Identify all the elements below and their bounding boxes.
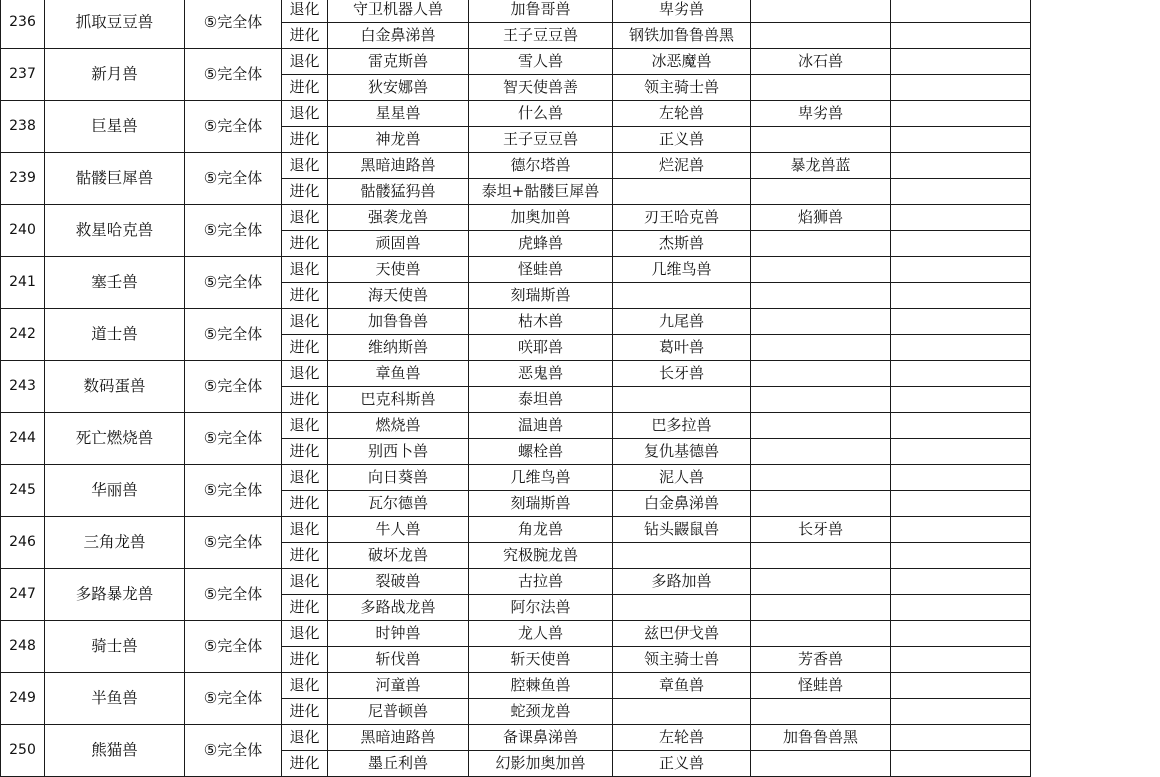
evolve-label-cell[interactable]: 进化 [282, 543, 328, 569]
evolve-target-cell[interactable]: 神龙兽 [328, 127, 469, 153]
degrade-target-cell[interactable]: 兹巴伊戈兽 [613, 621, 751, 647]
stage-cell[interactable]: ⑤完全体 [185, 257, 282, 309]
row-number-cell[interactable]: 248 [1, 621, 45, 673]
evolve-target-cell[interactable]: 咲耶兽 [469, 335, 613, 361]
evolve-target-cell[interactable]: 瓦尔德兽 [328, 491, 469, 517]
evolve-label-cell[interactable]: 进化 [282, 491, 328, 517]
evolve-target-cell[interactable]: 蛇颈龙兽 [469, 699, 613, 725]
table-row [1, 101, 1160, 127]
degrade-label-cell[interactable]: 退化 [282, 309, 328, 335]
degrade-target-cell[interactable]: 焰狮兽 [751, 205, 891, 231]
empty-cell[interactable] [891, 153, 1031, 179]
degrade-label-cell[interactable]: 退化 [282, 621, 328, 647]
evolve-target-cell[interactable]: 领主骑士兽 [613, 647, 751, 673]
evolve-target-cell[interactable] [613, 283, 751, 309]
stage-cell[interactable]: ⑤完全体 [185, 101, 282, 153]
degrade-target-cell[interactable] [751, 465, 891, 491]
row-number-cell[interactable]: 245 [1, 465, 45, 517]
evolve-target-cell[interactable]: 白金鼻涕兽 [613, 491, 751, 517]
degrade-target-cell[interactable]: 加鲁鲁兽黑 [751, 725, 891, 751]
degrade-target-cell[interactable]: 雪人兽 [469, 49, 613, 75]
degrade-target-cell[interactable]: 角龙兽 [469, 517, 613, 543]
degrade-target-cell[interactable]: 长牙兽 [751, 517, 891, 543]
degrade-target-cell[interactable]: 温迪兽 [469, 413, 613, 439]
evolve-target-cell[interactable] [751, 491, 891, 517]
empty-cell[interactable] [891, 335, 1031, 361]
table-body [1, 0, 1160, 777]
evolve-target-cell[interactable]: 阿尔法兽 [469, 595, 613, 621]
evolve-label-cell[interactable]: 进化 [282, 751, 328, 777]
degrade-label-cell[interactable]: 退化 [282, 465, 328, 491]
stage-cell[interactable]: ⑤完全体 [185, 413, 282, 465]
empty-cell[interactable] [891, 699, 1031, 725]
table-row [1, 153, 1160, 179]
evolve-label-cell[interactable]: 进化 [282, 179, 328, 205]
evolve-target-cell[interactable]: 智天使兽善 [469, 75, 613, 101]
row-number-cell[interactable]: 238 [1, 101, 45, 153]
digimon-name-cell[interactable]: 巨星兽 [45, 101, 185, 153]
digimon-name-cell[interactable]: 骑士兽 [45, 621, 185, 673]
evolve-target-cell[interactable]: 斩天使兽 [469, 647, 613, 673]
degrade-target-cell[interactable] [751, 621, 891, 647]
evolve-target-cell[interactable]: 墨丘利兽 [328, 751, 469, 777]
row-number-cell[interactable]: 239 [1, 153, 45, 205]
degrade-target-cell[interactable]: 巴多拉兽 [613, 413, 751, 439]
evolve-target-cell[interactable]: 正义兽 [613, 751, 751, 777]
degrade-target-cell[interactable]: 几维鸟兽 [469, 465, 613, 491]
degrade-target-cell[interactable] [751, 0, 891, 23]
degrade-label-cell[interactable]: 退化 [282, 101, 328, 127]
digimon-name-cell[interactable]: 三角龙兽 [45, 517, 185, 569]
evolve-target-cell[interactable]: 幻影加奥加兽 [469, 751, 613, 777]
stage-cell[interactable]: ⑤完全体 [185, 517, 282, 569]
empty-cell[interactable] [891, 231, 1031, 257]
empty-cell[interactable] [891, 543, 1031, 569]
evolve-label-cell[interactable]: 进化 [282, 387, 328, 413]
evolve-target-cell[interactable]: 钢铁加鲁鲁兽黑 [613, 23, 751, 49]
evolve-target-cell[interactable]: 正义兽 [613, 127, 751, 153]
evolve-target-cell[interactable] [751, 231, 891, 257]
degrade-target-cell[interactable] [751, 257, 891, 283]
evolve-label-cell[interactable]: 进化 [282, 335, 328, 361]
evolve-target-cell[interactable]: 虎蜂兽 [469, 231, 613, 257]
evolve-target-cell[interactable]: 葛叶兽 [613, 335, 751, 361]
evolve-target-cell[interactable]: 骷髅猛犸兽 [328, 179, 469, 205]
degrade-target-cell[interactable]: 燃烧兽 [328, 413, 469, 439]
degrade-target-cell[interactable]: 星星兽 [328, 101, 469, 127]
evolve-target-cell[interactable] [751, 127, 891, 153]
digimon-name-cell[interactable]: 华丽兽 [45, 465, 185, 517]
evolve-target-cell[interactable]: 别西卜兽 [328, 439, 469, 465]
evolve-target-cell[interactable] [613, 595, 751, 621]
evolve-target-cell[interactable]: 破坏龙兽 [328, 543, 469, 569]
degrade-target-cell[interactable]: 左轮兽 [613, 101, 751, 127]
degrade-target-cell[interactable]: 冰石兽 [751, 49, 891, 75]
row-number-cell[interactable]: 240 [1, 205, 45, 257]
table-row [1, 205, 1160, 231]
stage-cell[interactable]: ⑤完全体 [185, 49, 282, 101]
degrade-target-cell[interactable]: 暴龙兽蓝 [751, 153, 891, 179]
digimon-name-cell[interactable]: 抓取豆豆兽 [45, 0, 185, 49]
degrade-target-cell[interactable]: 泥人兽 [613, 465, 751, 491]
row-number-cell[interactable]: 247 [1, 569, 45, 621]
stage-cell[interactable]: ⑤完全体 [185, 153, 282, 205]
degrade-target-cell[interactable]: 卑劣兽 [613, 0, 751, 23]
table-row [1, 465, 1160, 491]
empty-cell[interactable] [891, 569, 1031, 595]
evolve-target-cell[interactable]: 刻瑞斯兽 [469, 491, 613, 517]
empty-cell[interactable] [891, 75, 1031, 101]
table-row [1, 569, 1160, 595]
evolve-label-cell[interactable]: 进化 [282, 439, 328, 465]
degrade-label-cell[interactable]: 退化 [282, 257, 328, 283]
evolve-target-cell[interactable]: 白金鼻涕兽 [328, 23, 469, 49]
evolve-target-cell[interactable]: 狄安娜兽 [328, 75, 469, 101]
degrade-target-cell[interactable]: 天使兽 [328, 257, 469, 283]
degrade-label-cell[interactable]: 退化 [282, 413, 328, 439]
degrade-target-cell[interactable]: 加奥加兽 [469, 205, 613, 231]
evolve-label-cell[interactable]: 进化 [282, 75, 328, 101]
empty-cell[interactable] [891, 751, 1031, 777]
evolve-label-cell[interactable]: 进化 [282, 23, 328, 49]
row-number-cell[interactable]: 243 [1, 361, 45, 413]
evolve-label-cell[interactable]: 进化 [282, 595, 328, 621]
evolve-target-cell[interactable] [751, 439, 891, 465]
degrade-target-cell[interactable]: 腔棘鱼兽 [469, 673, 613, 699]
degrade-target-cell[interactable]: 烂泥兽 [613, 153, 751, 179]
evolve-target-cell[interactable] [751, 75, 891, 101]
degrade-target-cell[interactable] [751, 309, 891, 335]
degrade-label-cell[interactable]: 退化 [282, 673, 328, 699]
evolve-target-cell[interactable] [613, 179, 751, 205]
empty-cell[interactable] [891, 413, 1031, 439]
degrade-label-cell[interactable]: 退化 [282, 517, 328, 543]
degrade-target-cell[interactable]: 裂破兽 [328, 569, 469, 595]
degrade-target-cell[interactable]: 多路加兽 [613, 569, 751, 595]
evolve-target-cell[interactable] [613, 387, 751, 413]
empty-cell[interactable] [891, 283, 1031, 309]
empty-cell[interactable] [891, 179, 1031, 205]
evolve-label-cell[interactable]: 进化 [282, 127, 328, 153]
evolve-label-cell[interactable]: 进化 [282, 283, 328, 309]
digimon-name-cell[interactable]: 半鱼兽 [45, 673, 185, 725]
table-row [1, 413, 1160, 439]
evolve-target-cell[interactable]: 海天使兽 [328, 283, 469, 309]
degrade-label-cell[interactable]: 退化 [282, 569, 328, 595]
degrade-target-cell[interactable] [751, 361, 891, 387]
empty-cell[interactable] [891, 49, 1031, 75]
evolve-target-cell[interactable] [751, 595, 891, 621]
evolve-target-cell[interactable] [751, 23, 891, 49]
empty-cell[interactable] [891, 361, 1031, 387]
evolve-target-cell[interactable] [751, 179, 891, 205]
evolve-target-cell[interactable] [751, 751, 891, 777]
row-number-cell[interactable]: 242 [1, 309, 45, 361]
evolve-target-cell[interactable]: 王子豆豆兽 [469, 127, 613, 153]
stage-cell[interactable]: ⑤完全体 [185, 569, 282, 621]
stage-cell[interactable]: ⑤完全体 [185, 621, 282, 673]
degrade-target-cell[interactable]: 牛人兽 [328, 517, 469, 543]
empty-cell[interactable] [891, 465, 1031, 491]
digimon-name-cell[interactable]: 熊猫兽 [45, 725, 185, 777]
degrade-target-cell[interactable]: 加鲁鲁兽 [328, 309, 469, 335]
degrade-target-cell[interactable]: 时钟兽 [328, 621, 469, 647]
evolve-target-cell[interactable]: 多路战龙兽 [328, 595, 469, 621]
evolve-target-cell[interactable]: 维纳斯兽 [328, 335, 469, 361]
empty-cell[interactable] [891, 491, 1031, 517]
evolve-target-cell[interactable]: 巴克科斯兽 [328, 387, 469, 413]
degrade-target-cell[interactable]: 河童兽 [328, 673, 469, 699]
table-row [1, 621, 1160, 647]
evolve-target-cell[interactable] [751, 283, 891, 309]
degrade-target-cell[interactable]: 几维鸟兽 [613, 257, 751, 283]
evolve-target-cell[interactable]: 究极腕龙兽 [469, 543, 613, 569]
digimon-name-cell[interactable]: 死亡燃烧兽 [45, 413, 185, 465]
degrade-target-cell[interactable]: 强袭龙兽 [328, 205, 469, 231]
degrade-target-cell[interactable] [751, 569, 891, 595]
stage-cell[interactable]: ⑤完全体 [185, 205, 282, 257]
empty-cell[interactable] [891, 387, 1031, 413]
digimon-name-cell[interactable]: 救星哈克兽 [45, 205, 185, 257]
row-number-cell[interactable]: 236 [1, 0, 45, 49]
empty-cell[interactable] [891, 205, 1031, 231]
row-number-cell[interactable]: 250 [1, 725, 45, 777]
degrade-target-cell[interactable]: 左轮兽 [613, 725, 751, 751]
degrade-label-cell[interactable]: 退化 [282, 0, 328, 23]
degrade-target-cell[interactable]: 龙人兽 [469, 621, 613, 647]
evolve-label-cell[interactable]: 进化 [282, 647, 328, 673]
degrade-label-cell[interactable]: 退化 [282, 49, 328, 75]
empty-cell[interactable] [891, 595, 1031, 621]
empty-cell[interactable] [891, 517, 1031, 543]
evolve-target-cell[interactable]: 泰坦+骷髅巨犀兽 [469, 179, 613, 205]
degrade-label-cell[interactable]: 退化 [282, 361, 328, 387]
row-number-cell[interactable]: 249 [1, 673, 45, 725]
empty-cell[interactable] [891, 309, 1031, 335]
table-row [1, 725, 1160, 751]
evolve-target-cell[interactable]: 王子豆豆兽 [469, 23, 613, 49]
empty-cell[interactable] [891, 0, 1031, 23]
degrade-target-cell[interactable]: 章鱼兽 [328, 361, 469, 387]
degrade-target-cell[interactable]: 刃王哈克兽 [613, 205, 751, 231]
row-number-cell[interactable]: 237 [1, 49, 45, 101]
degrade-target-cell[interactable]: 怪蛙兽 [469, 257, 613, 283]
degrade-target-cell[interactable]: 雷克斯兽 [328, 49, 469, 75]
evolve-label-cell[interactable]: 进化 [282, 231, 328, 257]
evolve-target-cell[interactable]: 尼普顿兽 [328, 699, 469, 725]
degrade-target-cell[interactable]: 黑暗迪路兽 [328, 153, 469, 179]
degrade-label-cell[interactable]: 退化 [282, 153, 328, 179]
table-row [1, 673, 1160, 699]
degrade-target-cell[interactable]: 古拉兽 [469, 569, 613, 595]
evolve-target-cell[interactable] [613, 543, 751, 569]
degrade-label-cell[interactable]: 退化 [282, 725, 328, 751]
degrade-target-cell[interactable]: 什么兽 [469, 101, 613, 127]
empty-cell[interactable] [891, 725, 1031, 751]
empty-cell[interactable] [891, 647, 1031, 673]
stage-cell[interactable]: ⑤完全体 [185, 0, 282, 49]
degrade-target-cell[interactable]: 黑暗迪路兽 [328, 725, 469, 751]
digimon-name-cell[interactable]: 道士兽 [45, 309, 185, 361]
degrade-target-cell[interactable]: 章鱼兽 [613, 673, 751, 699]
empty-cell[interactable] [891, 101, 1031, 127]
digimon-name-cell[interactable]: 多路暴龙兽 [45, 569, 185, 621]
degrade-target-cell[interactable] [751, 413, 891, 439]
degrade-target-cell[interactable]: 加鲁哥兽 [469, 0, 613, 23]
table-row [1, 309, 1160, 335]
evolve-target-cell[interactable]: 泰坦兽 [469, 387, 613, 413]
degrade-label-cell[interactable]: 退化 [282, 205, 328, 231]
evolve-target-cell[interactable]: 螺栓兽 [469, 439, 613, 465]
table-row [1, 0, 1160, 23]
row-number-cell[interactable]: 244 [1, 413, 45, 465]
empty-cell[interactable] [891, 127, 1031, 153]
evolve-target-cell[interactable]: 斩伐兽 [328, 647, 469, 673]
evolve-target-cell[interactable]: 领主骑士兽 [613, 75, 751, 101]
stage-cell[interactable]: ⑤完全体 [185, 725, 282, 777]
empty-cell[interactable] [891, 673, 1031, 699]
table-row [1, 49, 1160, 75]
row-number-cell[interactable]: 241 [1, 257, 45, 309]
digimon-name-cell[interactable]: 数码蛋兽 [45, 361, 185, 413]
evolve-target-cell[interactable]: 芳香兽 [751, 647, 891, 673]
stage-cell[interactable]: ⑤完全体 [185, 465, 282, 517]
empty-cell[interactable] [891, 439, 1031, 465]
degrade-target-cell[interactable]: 怪蛙兽 [751, 673, 891, 699]
stage-cell[interactable]: ⑤完全体 [185, 309, 282, 361]
row-number-cell[interactable]: 246 [1, 517, 45, 569]
evolve-label-cell[interactable]: 进化 [282, 699, 328, 725]
degrade-target-cell[interactable]: 长牙兽 [613, 361, 751, 387]
degrade-target-cell[interactable]: 卑劣兽 [751, 101, 891, 127]
degrade-target-cell[interactable]: 向日葵兽 [328, 465, 469, 491]
evolve-target-cell[interactable] [751, 387, 891, 413]
evolve-target-cell[interactable] [613, 699, 751, 725]
evolve-target-cell[interactable] [751, 335, 891, 361]
evolve-target-cell[interactable]: 刻瑞斯兽 [469, 283, 613, 309]
stage-cell[interactable]: ⑤完全体 [185, 361, 282, 413]
digimon-name-cell[interactable]: 新月兽 [45, 49, 185, 101]
evolve-target-cell[interactable]: 复仇基德兽 [613, 439, 751, 465]
table-row [1, 361, 1160, 387]
degrade-target-cell[interactable]: 钻头鼹鼠兽 [613, 517, 751, 543]
degrade-target-cell[interactable]: 恶鬼兽 [469, 361, 613, 387]
degrade-target-cell[interactable]: 枯木兽 [469, 309, 613, 335]
empty-cell[interactable] [891, 257, 1031, 283]
evolve-target-cell[interactable]: 杰斯兽 [613, 231, 751, 257]
degrade-target-cell[interactable]: 备课鼻涕兽 [469, 725, 613, 751]
table-row [1, 517, 1160, 543]
stage-cell[interactable]: ⑤完全体 [185, 673, 282, 725]
degrade-target-cell[interactable]: 九尾兽 [613, 309, 751, 335]
empty-cell[interactable] [891, 621, 1031, 647]
evolve-target-cell[interactable] [751, 699, 891, 725]
degrade-target-cell[interactable]: 守卫机器人兽 [328, 0, 469, 23]
digimon-name-cell[interactable]: 塞壬兽 [45, 257, 185, 309]
evolve-target-cell[interactable]: 顽固兽 [328, 231, 469, 257]
degrade-target-cell[interactable]: 冰恶魔兽 [613, 49, 751, 75]
table-row [1, 257, 1160, 283]
empty-cell[interactable] [891, 23, 1031, 49]
degrade-target-cell[interactable]: 德尔塔兽 [469, 153, 613, 179]
digimon-name-cell[interactable]: 骷髅巨犀兽 [45, 153, 185, 205]
evolve-target-cell[interactable] [751, 543, 891, 569]
